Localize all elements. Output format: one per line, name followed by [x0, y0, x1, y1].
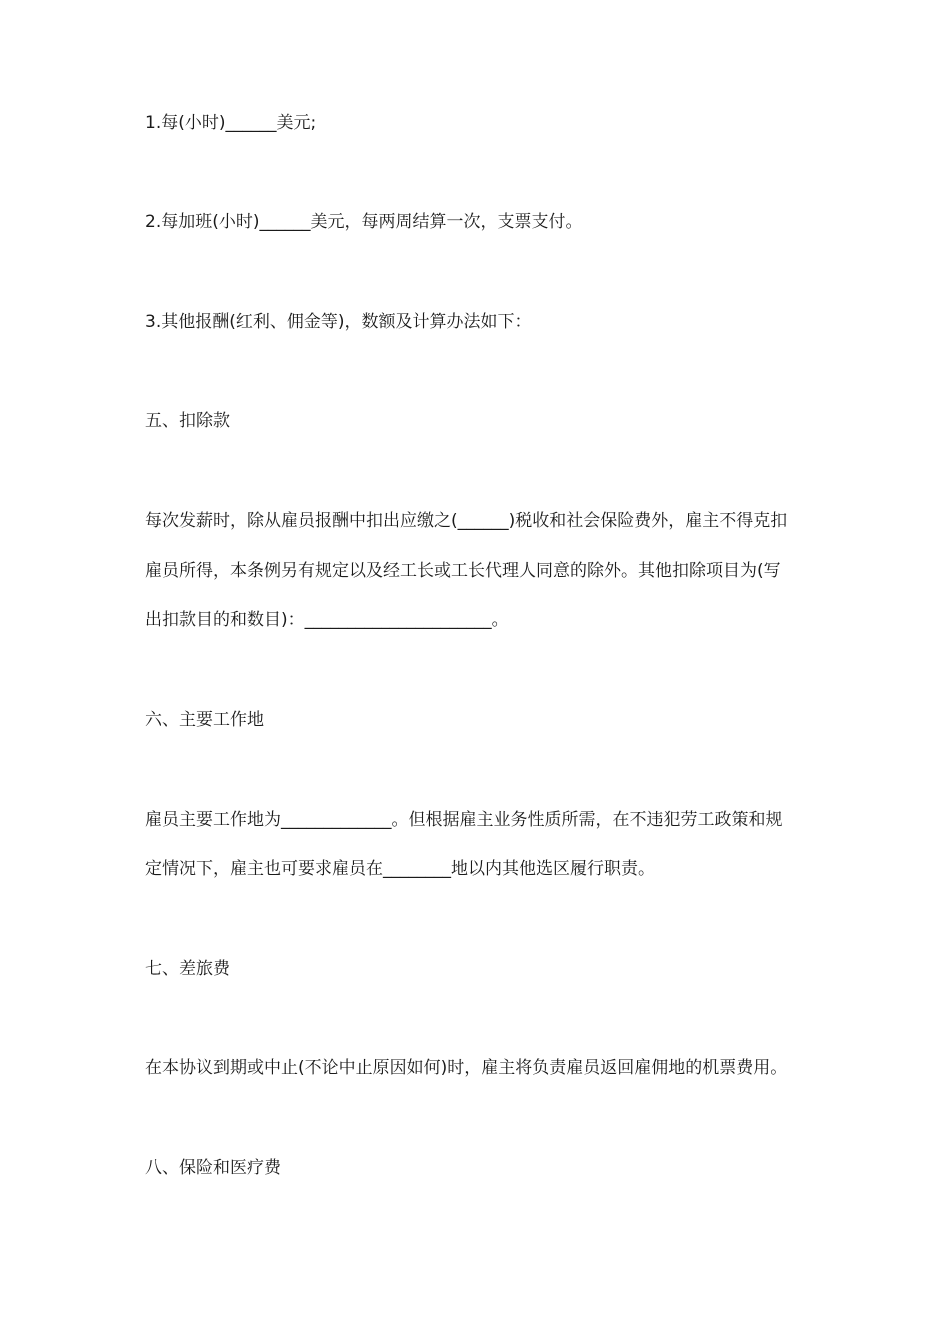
deductions-paragraph-line-3: 出扣款目的和数目)：______________________。: [145, 610, 509, 630]
workplace-paragraph-line-1: 雇员主要工作地为_____________。但根据雇主业务性质所需，在不违犯劳工政策和规: [145, 810, 783, 830]
deductions-paragraph-line-2: 雇员所得，本条例另有规定以及经工长或工长代理人同意的除外。其他扣除项目为(写: [145, 561, 781, 581]
section-heading-insurance: 八、保险和医疗费: [145, 1158, 281, 1178]
clause-other-compensation: 3.其他报酬(红利、佣金等)，数额及计算办法如下：: [145, 312, 532, 332]
section-heading-deductions: 五、扣除款: [145, 411, 230, 431]
section-heading-workplace: 六、主要工作地: [145, 710, 264, 730]
section-heading-travel: 七、差旅费: [145, 959, 230, 979]
clause-overtime-wage: 2.每加班(小时)______美元，每两周结算一次，支票支付。: [145, 212, 583, 232]
workplace-paragraph-line-2: 定情况下，雇主也可要求雇员在________地以内其他选区履行职责。: [145, 859, 655, 879]
clause-hourly-wage: 1.每(小时)______美元;: [145, 113, 317, 133]
deductions-paragraph-line-1: 每次发薪时，除从雇员报酬中扣出应缴之(______)税收和社会保险费外，雇主不得克扣: [145, 511, 788, 531]
travel-paragraph: 在本协议到期或中止(不论中止原因如何)时，雇主将负责雇员返回雇佣地的机票费用。: [145, 1058, 788, 1078]
